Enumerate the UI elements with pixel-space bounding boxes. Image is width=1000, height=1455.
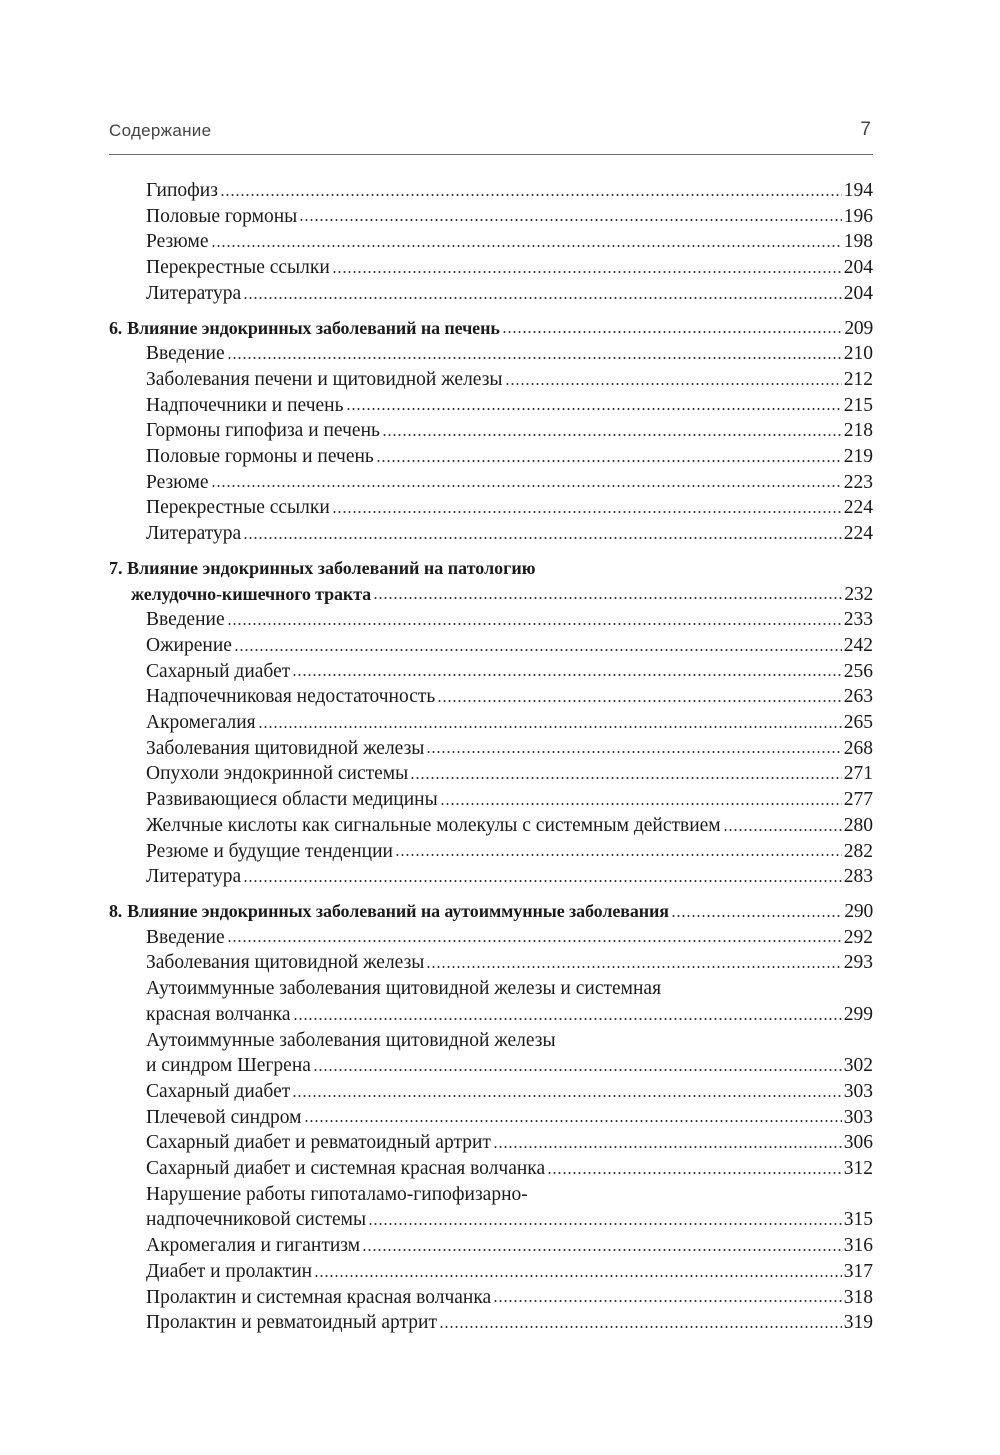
dot-leader [304, 1118, 842, 1124]
toc-entry[interactable] [109, 736, 873, 762]
toc-entry-title: Введение [146, 343, 225, 365]
toc-entry-page: 271 [843, 763, 873, 785]
chapter-number: 8. [109, 900, 123, 921]
toc-entry-line1[interactable]: Аутоиммунные заболевания щитовидной железы и системная [146, 978, 662, 1000]
toc-entry[interactable] [109, 1130, 873, 1156]
dot-leader [362, 1247, 842, 1253]
toc-entry-title: Акромегалия и гигантизм [146, 1235, 361, 1257]
toc-entry[interactable] [109, 1233, 873, 1259]
toc-entry-page: 318 [843, 1286, 873, 1308]
dot-leader [502, 329, 843, 335]
toc-entry[interactable] [109, 864, 873, 890]
toc-entry-page: 224 [843, 523, 873, 545]
dot-leader [234, 647, 842, 653]
dot-leader [373, 595, 842, 601]
toc-entry-title: Введение [146, 609, 225, 631]
toc-entry[interactable] [109, 839, 873, 865]
toc-entry-page: 316 [843, 1235, 873, 1257]
dot-leader [671, 913, 842, 919]
dot-leader [426, 749, 841, 755]
toc-entry[interactable] [109, 367, 873, 393]
dot-leader [346, 406, 842, 412]
toc-entry-title: Введение [146, 926, 225, 948]
dot-leader [332, 269, 842, 275]
dot-leader [313, 1067, 842, 1073]
toc-entry-title: Надпочечники и печень [146, 394, 344, 416]
dot-leader [723, 827, 842, 833]
toc-entry-page: 283 [843, 866, 873, 888]
toc-entry[interactable] [109, 607, 873, 633]
toc-entry-page: 218 [843, 420, 873, 442]
toc-entry-page: 315 [843, 1209, 873, 1231]
toc-entry-title: Пролактин и системная красная волчанка [146, 1286, 492, 1308]
dot-leader [368, 1221, 842, 1227]
toc-entry-page: 223 [843, 471, 873, 493]
toc-entry-title: Перекрестные ссылки [146, 257, 330, 279]
toc-chapter-heading-line1[interactable] [109, 556, 873, 582]
chapter-title: Влияние эндокринных заболеваний на печень [127, 317, 500, 338]
toc-entry-page: 194 [843, 180, 873, 201]
chapter-page: 232 [844, 583, 873, 605]
toc-entry-title: Диабет и пролактин [146, 1260, 313, 1282]
dot-leader [211, 243, 842, 249]
dot-leader [243, 535, 842, 541]
toc-entry-title: Опухоли эндокринной системы [146, 763, 409, 785]
toc-chapter-heading[interactable] [109, 316, 873, 342]
toc-entry-title: Половые гормоны и печень [146, 446, 374, 468]
dot-leader [258, 724, 842, 730]
dot-leader [493, 1144, 842, 1150]
toc-entry-page: 303 [843, 1106, 873, 1128]
toc-entry-page: 293 [843, 952, 873, 974]
dot-leader [426, 964, 841, 970]
dot-leader [410, 775, 842, 781]
toc-entry-page: 265 [843, 712, 873, 734]
toc-entry[interactable] [109, 341, 873, 367]
toc-entry-page: 302 [843, 1055, 873, 1077]
dot-leader [227, 938, 842, 944]
toc-entry[interactable] [109, 204, 873, 230]
toc-entry-page: 215 [843, 394, 873, 416]
chapter-page: 290 [844, 900, 873, 922]
toc-entry[interactable] [109, 1002, 873, 1028]
dot-leader [211, 483, 842, 489]
chapter-title-line1: Влияние эндокринных заболеваний на патологию [127, 557, 536, 578]
toc-entry-title: Акромегалия [146, 712, 256, 734]
chapter-page: 209 [844, 317, 873, 339]
toc-entry[interactable] [109, 633, 873, 659]
toc-entry-page: 212 [843, 368, 873, 390]
toc-entry-page: 256 [843, 660, 873, 682]
dot-leader [440, 801, 842, 807]
toc-entry-page: 210 [843, 343, 873, 365]
toc-entry[interactable] [109, 1259, 873, 1285]
toc-entry-title: Заболевания щитовидной железы [146, 737, 425, 759]
dot-leader [243, 295, 842, 301]
toc-entry[interactable] [109, 470, 873, 496]
toc-entry[interactable] [109, 495, 873, 521]
toc-entry-title: Литература [146, 282, 242, 304]
toc-entry-title-line2: надпочечниковой системы [146, 1209, 367, 1231]
dot-leader [292, 672, 841, 678]
toc-entry-title: Сахарный диабет и системная красная волчанка [146, 1158, 546, 1180]
dot-leader [395, 852, 842, 858]
toc-entry[interactable] [109, 1156, 873, 1182]
toc-entry-title: Литература [146, 523, 242, 545]
toc-entry-page: 198 [843, 231, 873, 253]
toc-entry-title: Надпочечниковая недостаточность [146, 686, 436, 708]
toc-entry-page: 292 [843, 926, 873, 948]
dot-leader [292, 1093, 841, 1099]
toc-entry-page: 268 [843, 737, 873, 759]
toc-entry-title-line2: красная волчанка [146, 1003, 291, 1025]
toc-entry[interactable] [109, 710, 873, 736]
toc-entry-title: Ожирение [146, 634, 232, 656]
toc-entry-line1[interactable]: Аутоиммунные заболевания щитовидной железы [146, 1029, 556, 1051]
toc-group-continuation [109, 178, 873, 307]
toc-entry[interactable] [109, 925, 873, 951]
toc-entry-title: Половые гормоны [146, 205, 298, 227]
toc-entry-title: Гормоны гипофиза и печень [146, 420, 380, 442]
toc-entry-title: Резюме и будущие тенденции [146, 840, 393, 862]
toc-entry[interactable] [109, 255, 873, 281]
toc-entry[interactable] [109, 521, 873, 547]
dot-leader [376, 458, 842, 464]
toc-entry-page: 317 [843, 1260, 873, 1282]
toc-entry-title: Литература [146, 866, 242, 888]
toc-entry[interactable] [109, 444, 873, 470]
toc-entry-page: 319 [843, 1312, 873, 1334]
toc-group-chapter-7 [109, 556, 873, 890]
toc-entry[interactable] [109, 787, 873, 813]
toc-entry[interactable] [109, 1079, 873, 1105]
chapter-title: Влияние эндокринных заболеваний на аутоиммунные заболевания [127, 900, 669, 921]
toc-entry[interactable] [109, 1053, 873, 1079]
running-header [109, 118, 873, 155]
toc-entry-page: 233 [843, 609, 873, 631]
toc-entry-page: 224 [843, 497, 873, 519]
toc-entry-title: Желчные кислоты как сигнальные молекулы с системным действием [146, 814, 721, 836]
chapter-title-line2: желудочно-кишечного тракта [131, 583, 372, 604]
toc-entry[interactable] [109, 1310, 873, 1336]
toc-entry-title-line2: и синдром Шегрена [146, 1055, 311, 1077]
toc-entry[interactable] [109, 761, 873, 787]
toc-entry[interactable] [109, 950, 873, 976]
toc-entry-page: 263 [843, 686, 873, 708]
toc-entry-page: 280 [843, 814, 873, 836]
toc-chapter-heading-line2[interactable] [109, 582, 873, 608]
toc-entry[interactable] [109, 229, 873, 255]
dot-leader [382, 432, 842, 438]
dot-leader [332, 509, 842, 515]
toc-entry-page: 282 [843, 840, 873, 862]
toc-entry-page: 219 [843, 446, 873, 468]
toc-entry-page: 277 [843, 789, 873, 811]
toc-entry[interactable] [109, 813, 873, 839]
toc-entry-title: Гипофиз [146, 180, 218, 201]
table-of-contents [109, 178, 873, 1345]
toc-entry-title: Заболевания щитовидной железы [146, 952, 425, 974]
dot-leader [220, 192, 842, 198]
toc-entry[interactable] [109, 281, 873, 307]
toc-entry[interactable] [109, 178, 873, 204]
toc-entry-page: 204 [843, 282, 873, 304]
dot-leader [505, 381, 842, 387]
running-header-title: Содержание [109, 121, 212, 140]
toc-entry-title: Заболевания печени и щитовидной железы [146, 368, 503, 390]
toc-entry-page: 306 [843, 1132, 873, 1154]
toc-entry-title: Пролактин и ревматоидный артрит [146, 1312, 437, 1334]
toc-entry-page: 242 [843, 634, 873, 656]
dot-leader [293, 1016, 842, 1022]
toc-entry-title: Развивающиеся области медицины [146, 789, 438, 811]
toc-entry-title: Сахарный диабет [146, 660, 291, 682]
toc-entry-title: Резюме [146, 231, 209, 253]
toc-entry-page: 312 [843, 1158, 873, 1180]
toc-entry[interactable] [109, 659, 873, 685]
toc-entry-title: Сахарный диабет [146, 1080, 291, 1102]
dot-leader [439, 1324, 842, 1330]
toc-entry-title: Перекрестные ссылки [146, 497, 330, 519]
toc-entry-line1[interactable]: Нарушение работы гипоталамо-гипофизарно- [146, 1183, 528, 1205]
toc-group-chapter-6 [109, 316, 873, 547]
toc-entry-title: Плечевой синдром [146, 1106, 302, 1128]
toc-entry[interactable] [109, 684, 873, 710]
toc-entry[interactable] [109, 1285, 873, 1311]
dot-leader [493, 1298, 842, 1304]
toc-entry[interactable] [109, 393, 873, 419]
dot-leader [243, 878, 842, 884]
toc-entry[interactable] [109, 1105, 873, 1131]
toc-entry[interactable] [109, 418, 873, 444]
page-number: 7 [860, 119, 871, 140]
toc-entry-page: 303 [843, 1080, 873, 1102]
chapter-number: 6. [109, 317, 123, 338]
toc-entry-title: Сахарный диабет и ревматоидный артрит [146, 1132, 491, 1154]
dot-leader [227, 621, 842, 627]
toc-entry-title: Резюме [146, 471, 209, 493]
dot-leader [437, 698, 841, 704]
toc-entry-page: 299 [843, 1003, 873, 1025]
toc-group-chapter-8 [109, 899, 873, 1336]
toc-chapter-heading[interactable] [109, 899, 873, 925]
dot-leader [314, 1273, 842, 1279]
dot-leader [299, 217, 842, 223]
toc-entry-page: 204 [843, 257, 873, 279]
chapter-number: 7. [109, 557, 123, 578]
toc-entry[interactable] [109, 1207, 873, 1233]
dot-leader [227, 355, 842, 361]
dot-leader [547, 1170, 842, 1176]
toc-entry-page: 196 [843, 205, 873, 227]
